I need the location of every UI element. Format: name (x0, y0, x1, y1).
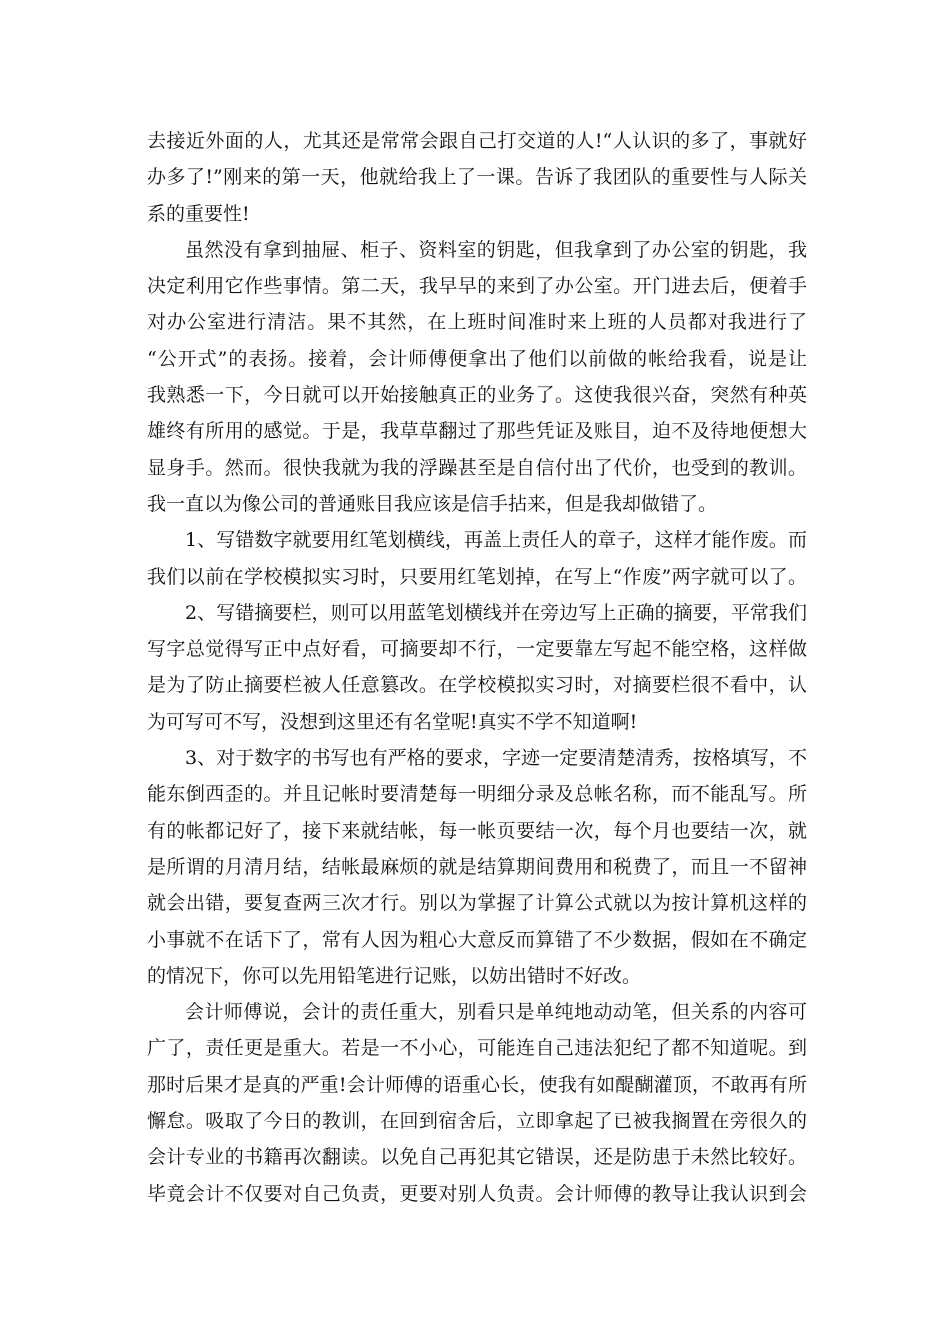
text-line: 去接近外面的人，尤其还是常常会跟自己打交道的人!“人认识的多了，事就好 (147, 130, 807, 152)
text-line: 写字总觉得写正中点好看，可摘要却不行，一定要靠左写起不能空格，这样做 (147, 638, 807, 661)
text-line: 小事就不在话下了，常有人因为粗心大意反而算错了不少数据，假如在不确定 (147, 928, 807, 951)
text-line: 决定利用它作些事情。第二天，我早早的来到了办公室。开门进去后，便着手 (147, 275, 807, 298)
text-line: 显身手。然而。很快我就为我的浮躁甚至是自信付出了代价，也受到的教训。 (147, 456, 807, 479)
text-line: 那时后果才是真的严重!会计师傅的语重心长，使我有如醍醐灌顶，不敢再有所 (147, 1073, 807, 1096)
document-page (147, 123, 807, 1212)
text-line: 广了，责任更是重大。若是一不小心，可能连自己违法犯纪了都不知道呢。到 (147, 1037, 807, 1060)
text-line: 能东倒西歪的。并且记帐时要清楚每一明细分录及总帐名称，而不能乱写。所 (147, 783, 807, 806)
text-line: 办多了!”刚来的第一天，他就给我上了一课。告诉了我团队的重要性与人际关 (147, 166, 807, 189)
text-line: 毕竟会计不仅要对自己负责，更要对别人负责。会计师傅的教导让我认识到会 (147, 1182, 807, 1205)
text-line: 1、写错数字就要用红笔划横线，再盖上责任人的章子，这样才能作废。而 (185, 529, 807, 552)
text-line: 会计专业的书籍再次翻读。以免自己再犯其它错误，还是防患于未然比较好。 (147, 1146, 807, 1169)
text-line: 有的帐都记好了，接下来就结帐，每一帐页要结一次，每个月也要结一次，就 (147, 819, 807, 842)
text-line: 懈怠。吸取了今日的教训，在回到宿舍后，立即拿起了已被我搁置在旁很久的 (147, 1110, 807, 1133)
text-line: 是为了防止摘要栏被人任意篡改。在学校模拟实习时，对摘要栏很不看中，认 (147, 674, 807, 697)
text-line: 就会出错，要复查两三次才行。别以为掌握了计算公式就以为按计算机这样的 (147, 892, 807, 915)
text-line: 3、对于数字的书写也有严格的要求，字迹一定要清楚清秀，按格填写，不 (185, 747, 807, 770)
text-line: 为可写可不写，没想到这里还有名堂呢!真实不学不知道啊! (147, 710, 638, 733)
text-line: 的情况下，你可以先用铅笔进行记账，以妨出错时不好改。 (147, 964, 642, 987)
text-line: 是所谓的月清月结，结帐最麻烦的就是结算期间费用和税费了，而且一不留神 (147, 855, 807, 878)
text-line: 系的重要性! (147, 202, 250, 225)
text-line: 我熟悉一下，今日就可以开始接触真正的业务了。这使我很兴奋，突然有种英 (147, 384, 807, 407)
text-line: “公开式”的表扬。接着，会计师傅便拿出了他们以前做的帐给我看，说是让 (147, 347, 807, 370)
text-line: 我一直以为像公司的普通账目我应该是信手拈来，但是我却做错了。 (147, 492, 718, 515)
text-line: 雄终有所用的感觉。于是，我草草翻过了那些凭证及账目，迫不及待地便想大 (147, 420, 807, 443)
text-line: 2、写错摘要栏，则可以用蓝笔划横线并在旁边写上正确的摘要，平常我们 (185, 601, 807, 624)
text-line: 我们以前在学校模拟实习时，只要用红笔划掉，在写上“作废”两字就可以了。 (147, 565, 807, 588)
text-line: 虽然没有拿到抽屉、柜子、资料室的钥匙，但我拿到了办公室的钥匙，我 (185, 238, 807, 261)
text-line: 对办公室进行清洁。果不其然，在上班时间准时来上班的人员都对我进行了 (147, 311, 807, 334)
text-line: 会计师傅说，会计的责任重大，别看只是单纯地动动笔，但关系的内容可 (185, 1001, 807, 1024)
